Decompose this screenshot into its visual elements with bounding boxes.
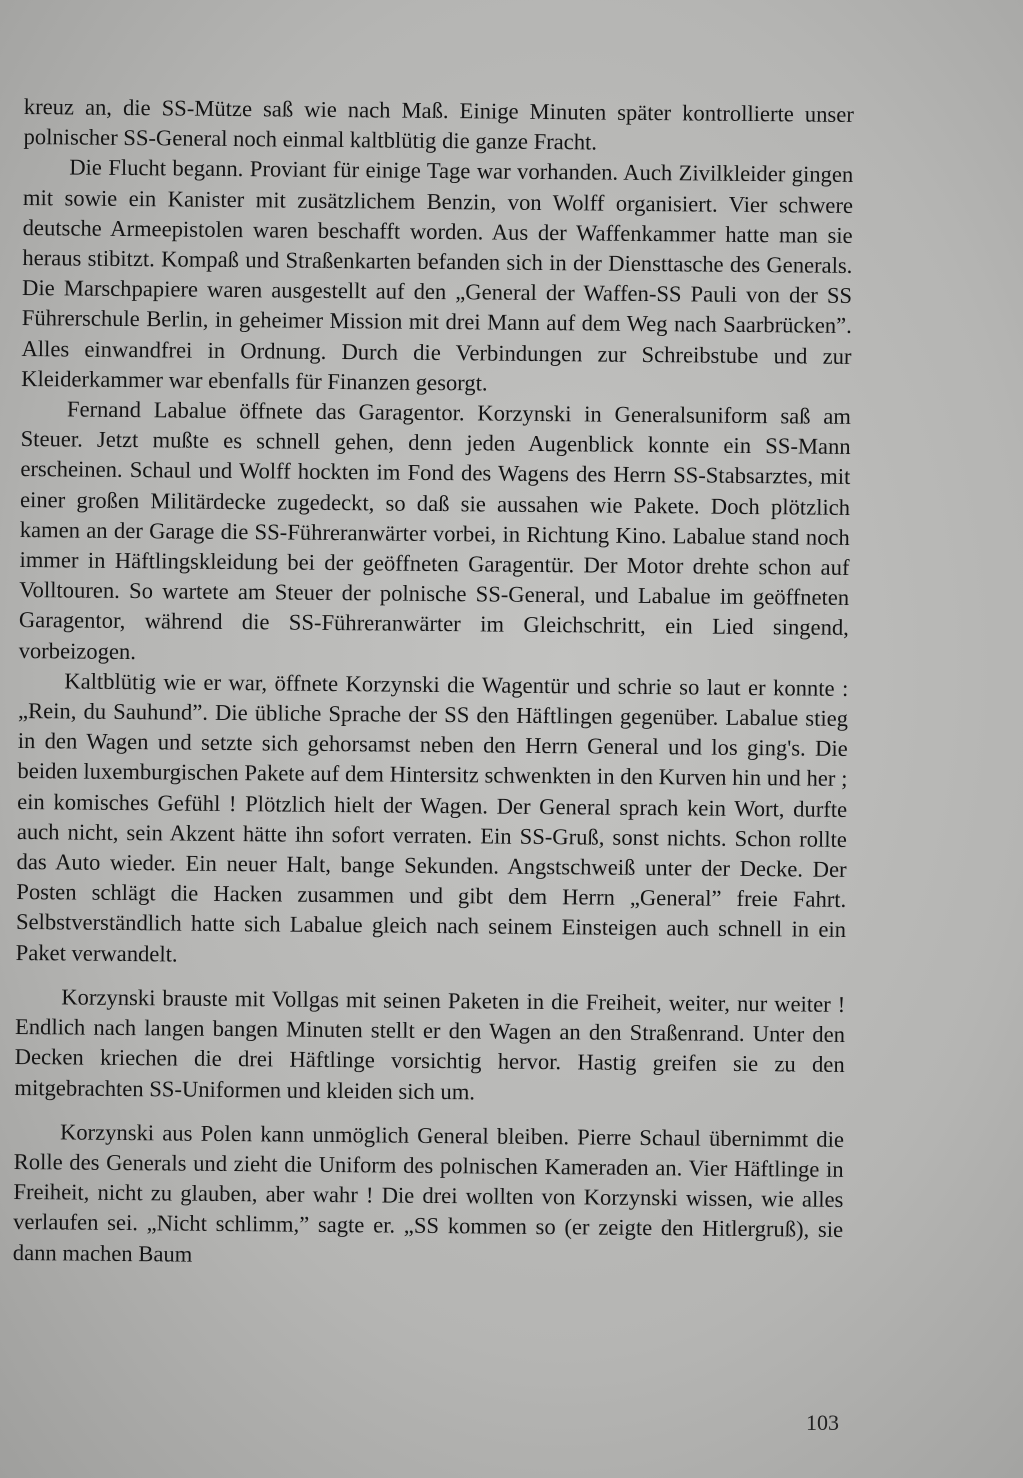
paragraph-4: Kaltblütig wie er war, öffnete Korzynski die Wagentür und schrie so laut er konnte : „Rein, du Sauhund”. Die übliche Sprache der SS den Häftlingen gegenüber. Labalue stieg in den Wagen und setzte sich gehorsamst neben den Herrn General und los ging's. Die beiden luxemburgischen Pakete auf dem Hintersitz schwenkten in den Kurven hin und her ; ein komisches Gefühl ! Plötzlich hielt der Wagen. Der General sprach kein Wort, durfte auch nicht, sein Akzent hätte ihn sofort verraten. Ein SS-Gruß, sonst nichts. Schon rollte das Auto wieder. Ein neuer Halt, bange Sekunden. Angstschweiß unter der Decke. Der Posten schlägt die Hacken zusammen und gibt dem Herrn „General” freie Fahrt. Selbstverständlich hatte sich Labalue gleich nach seinem Einsteigen auch schnell in ein Paket verwandelt. (15, 668, 849, 967)
paragraph-1: kreuz an, die SS-Mütze saß wie nach Maß. Einige Minuten später kontrollierte unser polnischer SS-General noch einmal kaltblütig die ganze Fracht. (23, 93, 854, 155)
paragraph-6: Korzynski aus Polen kann unmöglich General bleiben. Pierre Schaul übernimmt die Rolle des Generals und zieht die Uniform des polnischen Kameraden an. Vier Häftlinge in Freiheit, nicht zu glauben, aber wahr ! Die drei wollten von Korzynski wissen, wie alles verlaufen sei. „Nicht schlimm,” sagte er. „SS kommen so (er zeigte den Hitlergruß), sie dann machen Baum (12, 1119, 845, 1267)
page-number: 103 (806, 1410, 839, 1435)
body-text (13, 92, 854, 1276)
paragraph-5: Korzynski brauste mit Vollgas mit seinen Paketen in die Freiheit, weiter, nur weiter ! Endlich nach langen bangen Minuten stellt er den Wagen an den Straßenrand. Unter den Decken kriechen die drei Häftlinge vorsichtig hervor. Hastig greifen sie zu den mitgebrachten SS-Uniformen und kleiden sich um. (14, 984, 846, 1104)
paragraph-3: Fernand Labalue öffnete das Garagentor. Korzynski in Generalsuniform saß am Steuer. Jetzt mußte es schnell gehen, denn jeden Augenblick konnte ein SS-Mann erscheinen. Schaul und Wolff hockten im Fond des Wagens des Herrn SS-Stabsarztes, mit einer großen Militärdecke zugedeckt, so daß sie aussahen wie Pakete. Doch plötzlich kamen an der Garage die SS-Führeranwärter vorbei, in Richtung Kino. Labalue stand noch immer in Häftlingskleidung bei der geöffneten Garagentür. Der Motor drehte schon auf Volltouren. So wartete am Steuer der polnische SS-General, und Labalue im geöffneten Garagentor, während die SS-Führeranwärter im Gleichschritt, ein Lied singend, vorbeizogen. (18, 396, 852, 664)
paragraph-2: Die Flucht begann. Proviant für einige Tage war vorhanden. Auch Zivilkleider gingen mit sowie ein Kanister mit zusätzlichem Benzin, von Wolff organisiert. Vier schwere deutsche Armeepistolen waren beschafft worden. Aus der Waffenkammer hatte man sie heraus stibitzt. Kompaß und Straßenkarten befanden sich in der Diensttasche des Generals. Die Marschpapiere waren ausgestellt auf den „General der Waffen-SS Pauli von der SS Führerschule Berlin, in geheimer Mission mit drei Mann auf dem Weg nach Saarbrücken”. Alles einwandfrei in Ordnung. Durch die Verbindungen zur Schreibstube und zur Kleiderkammer war ebenfalls für Finanzen gesorgt. (21, 154, 854, 396)
